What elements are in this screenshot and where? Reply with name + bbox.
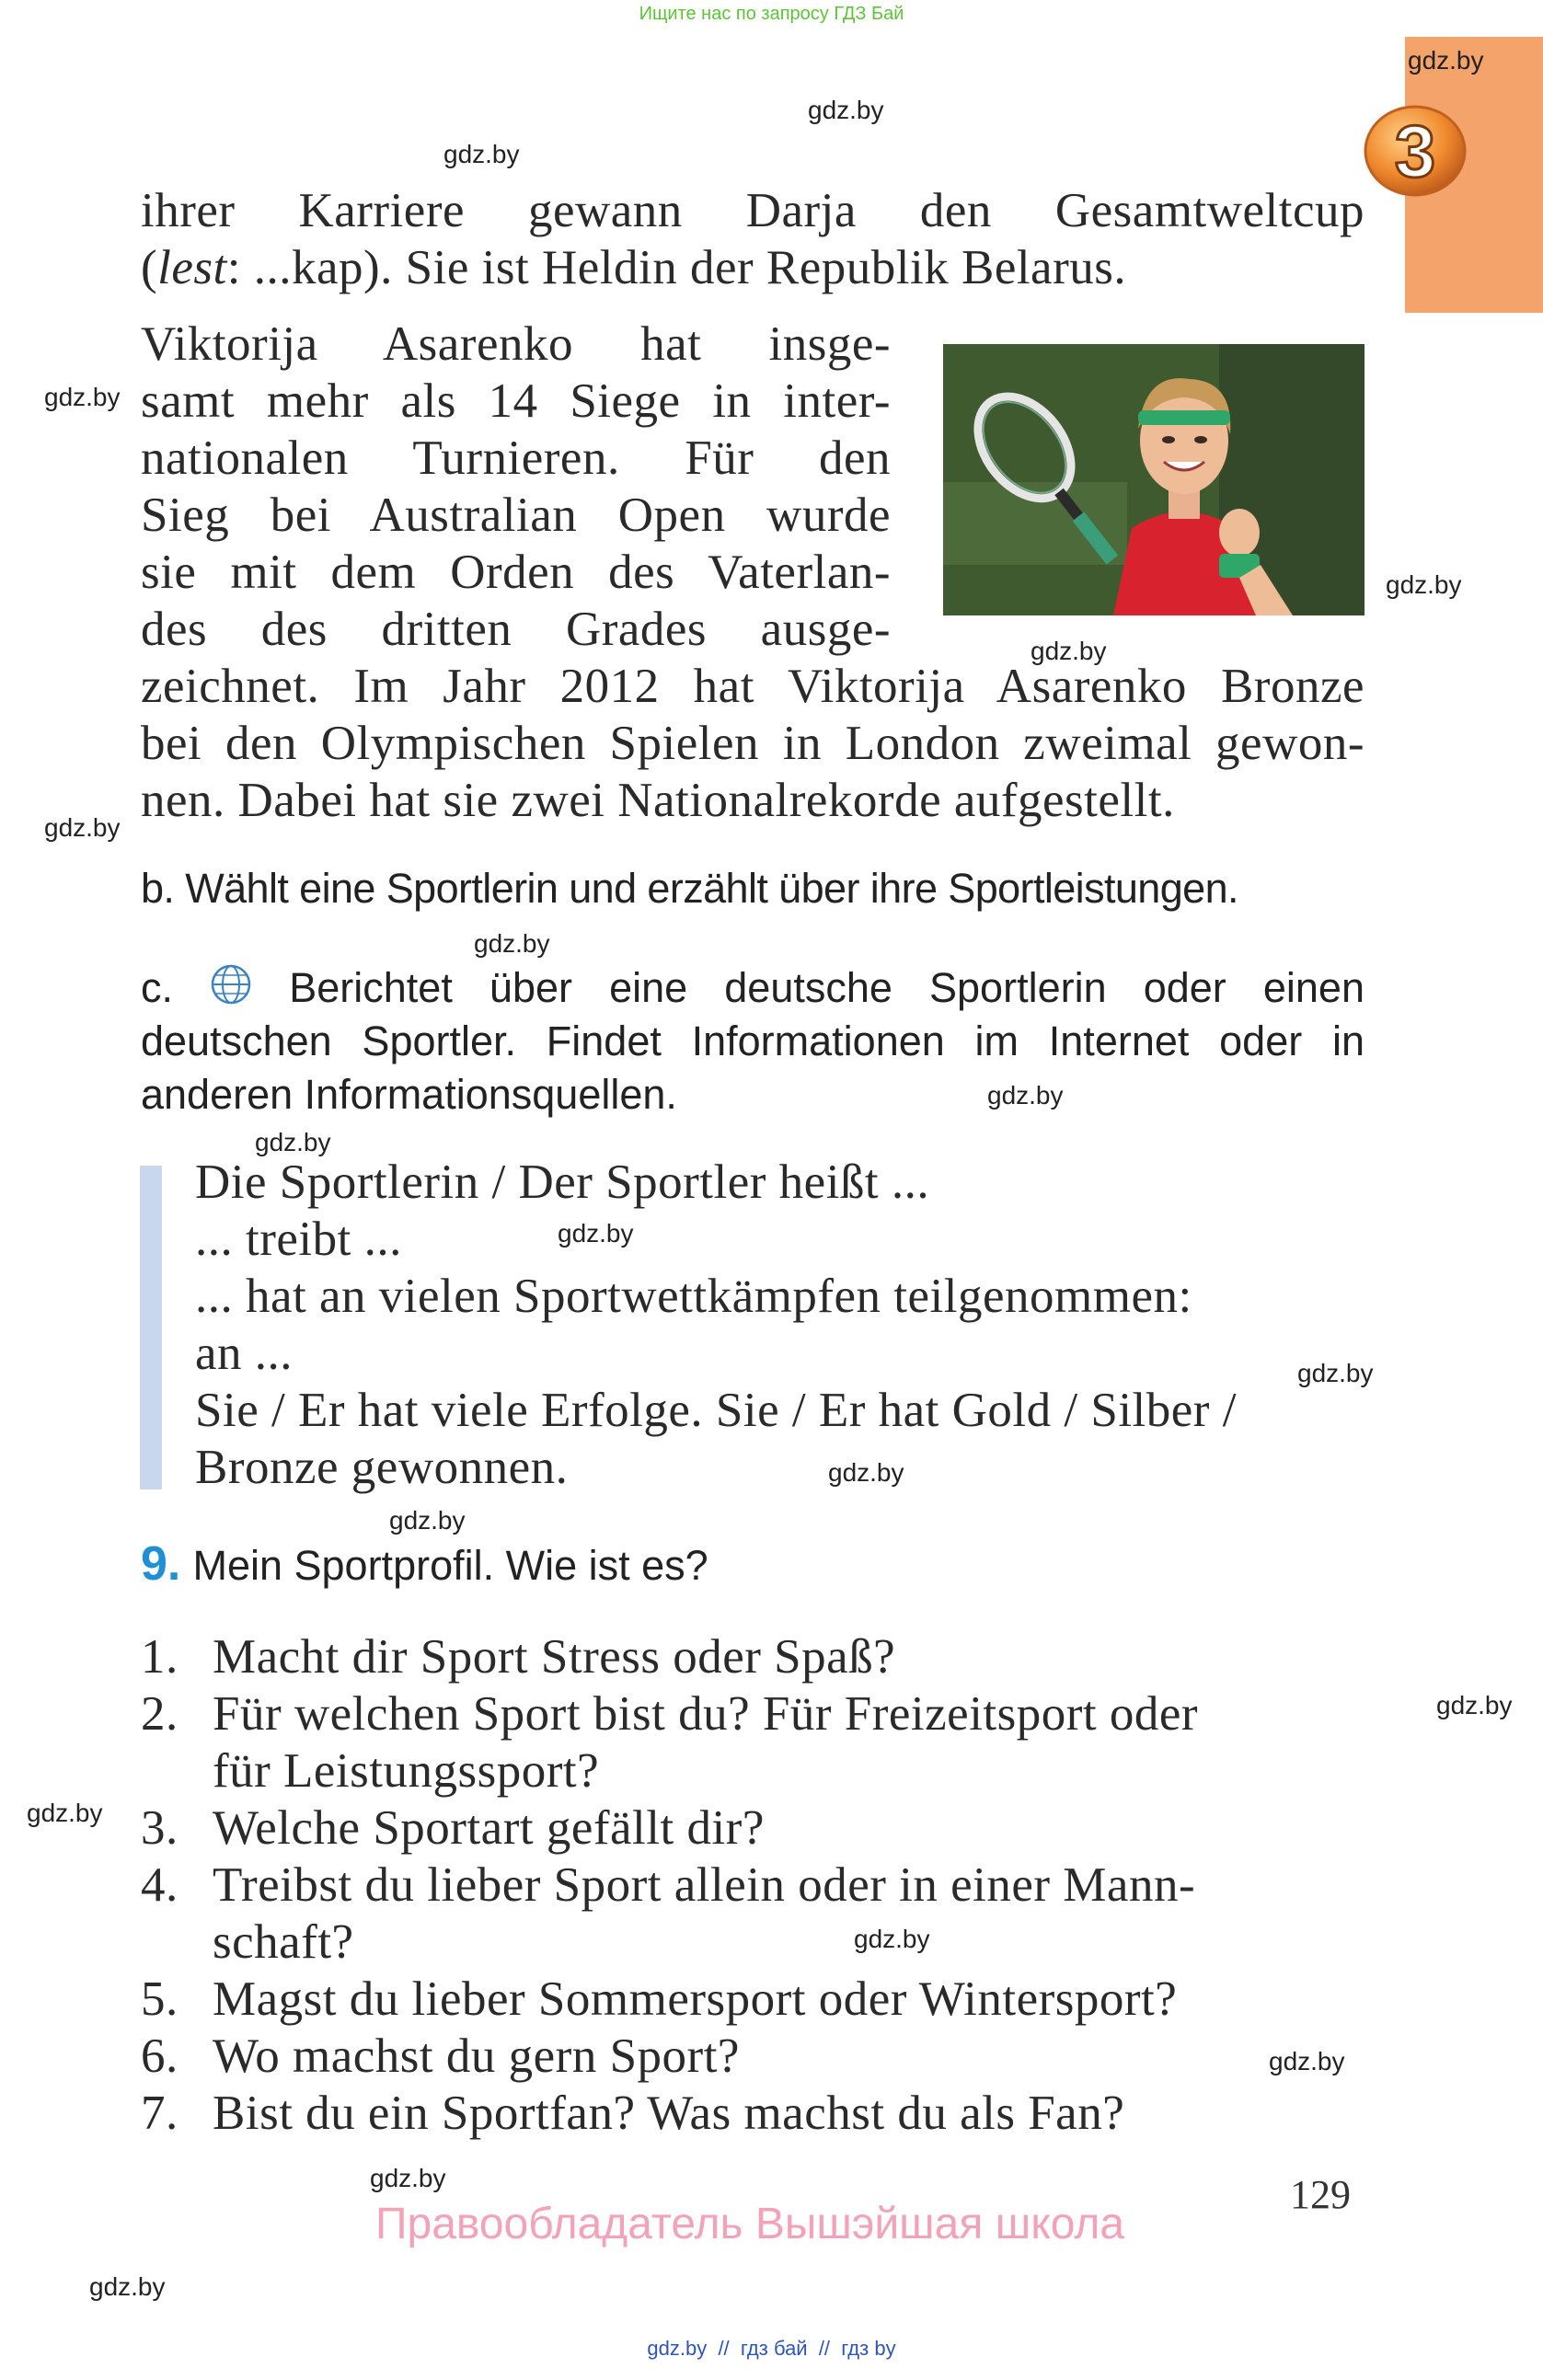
paragraph-darja bbox=[141, 182, 1365, 296]
watermark: gdz.by bbox=[27, 1799, 103, 1827]
list-item: 4. Treibst du lieber Sport allein oder in einer Mann- schaft? bbox=[141, 1858, 1196, 1969]
tennis-player-photo bbox=[943, 344, 1365, 615]
watermark: gdz.by bbox=[89, 2272, 166, 2301]
text-line: Sieg bei Australian Open wurde bbox=[141, 489, 891, 542]
globe-icon bbox=[210, 963, 252, 1006]
text-line: sie mit dem Orden des Vaterlan- bbox=[141, 546, 891, 599]
hint-box bbox=[195, 1154, 1373, 1496]
photo-illustration bbox=[943, 344, 1365, 615]
chapter-badge-graphic bbox=[1360, 98, 1470, 199]
text-line: deutschen Sportler. Findet Informationen im Internet oder in bbox=[141, 1018, 1365, 1064]
text-line: anderen Informationsquellen. bbox=[141, 1071, 677, 1118]
task-9-heading bbox=[141, 1536, 708, 1592]
text-line: (lest: ...kap). Sie ist Heldin der Republik Belarus. bbox=[141, 241, 1127, 294]
watermark: gdz.by bbox=[1269, 2047, 1345, 2075]
watermark: gdz.by bbox=[558, 1219, 634, 1247]
watermark: gdz.by bbox=[1297, 1359, 1374, 1387]
task-b: b. Wählt eine Sportlerin und erzählt über ihre Sportleistungen. bbox=[141, 865, 1238, 912]
watermark: gdz.by bbox=[1386, 570, 1462, 599]
watermark: gdz.by bbox=[808, 96, 884, 124]
list-item: 2. Für welchen Sport bist du? Für Freizeitsport oder für Leistungssport? bbox=[141, 1687, 1199, 1798]
chapter-number: 3 bbox=[1394, 110, 1436, 192]
task-c-prefix: c. bbox=[141, 964, 174, 1011]
task-c bbox=[141, 961, 1365, 1121]
task-number: 9. bbox=[141, 1537, 181, 1591]
paragraph-asarenko-bottom bbox=[141, 658, 1365, 829]
watermark: gdz.by bbox=[1031, 637, 1107, 665]
watermark: gdz.by bbox=[854, 1925, 930, 1953]
italic-word: lest bbox=[157, 241, 227, 294]
text-line: des des dritten Grades ausge- bbox=[141, 603, 891, 656]
page-number: 129 bbox=[1290, 2172, 1351, 2217]
hint-line: ... hat an vielen Sportwettkämpfen teilgenommen: bbox=[195, 1270, 1192, 1323]
list-item: 1. Macht dir Sport Stress oder Spaß? bbox=[141, 1630, 896, 1684]
top-search-note: Ищите нас по запросу ГДЗ Бай bbox=[639, 4, 904, 24]
text-line: nen. Dabei hat sie zwei Nationalrekorde aufgestellt. bbox=[141, 774, 1175, 827]
paragraph-asarenko-top bbox=[141, 316, 891, 658]
rights-holder: Правообладатель Вышэйшая школа bbox=[375, 2200, 1125, 2248]
chapter-badge bbox=[1360, 98, 1470, 199]
text-line: Viktorija Asarenko hat insge- bbox=[141, 317, 891, 371]
hint-line: Sie / Er hat viele Erfolge. Sie / Er hat Gold / Silber / bbox=[195, 1384, 1237, 1437]
watermark: gdz.by bbox=[255, 1128, 331, 1156]
watermark: gdz.by bbox=[44, 383, 121, 411]
task-title: Mein Sportprofil. Wie ist es? bbox=[192, 1542, 708, 1589]
text-line: c. Berichtet über eine deutsche Sportlerin oder einen bbox=[141, 964, 1365, 1011]
text-line: samt mehr als 14 Siege in inter- bbox=[141, 374, 891, 428]
watermark: gdz.by bbox=[1436, 1691, 1513, 1719]
questions-list bbox=[141, 1628, 1365, 2142]
text-line: bei den Olympischen Spielen in London zweimal gewon- bbox=[141, 717, 1365, 770]
hint-line: ... treibt ... bbox=[195, 1213, 402, 1266]
list-item: 5. Magst du lieber Sommersport oder Wintersport? bbox=[141, 1972, 1178, 2026]
text-line: nationalen Turnieren. Für den bbox=[141, 431, 891, 485]
text-line: zeichnet. Im Jahr 2012 hat Viktorija Asarenko Bronze bbox=[141, 660, 1365, 713]
watermark: gdz.by bbox=[44, 813, 121, 842]
hint-line: an ... bbox=[195, 1327, 294, 1380]
watermark: gdz.by bbox=[474, 929, 550, 958]
list-item: 3. Welche Sportart gefällt dir? bbox=[141, 1801, 765, 1855]
watermark: gdz.by bbox=[987, 1081, 1064, 1110]
watermark: gdz.by bbox=[828, 1458, 904, 1487]
text-line: ihrer Karriere gewann Darja den Gesamtweltcup bbox=[141, 184, 1365, 237]
hint-line: Bronze gewonnen. bbox=[195, 1441, 569, 1494]
watermark: gdz.by bbox=[443, 140, 520, 168]
watermark: gdz.by bbox=[1408, 46, 1484, 75]
hint-bar bbox=[140, 1166, 162, 1489]
watermark: gdz.by bbox=[389, 1506, 466, 1535]
hint-line: Die Sportlerin / Der Sportler heißt ... bbox=[195, 1156, 930, 1209]
footer-links[interactable]: gdz.by // гдз бай // гдз by bbox=[647, 2337, 896, 2360]
watermark: gdz.by bbox=[370, 2164, 446, 2192]
list-item: 7. Bist du ein Sportfan? Was machst du als Fan? bbox=[141, 2087, 1125, 2140]
list-item: 6. Wo machst du gern Sport? bbox=[141, 2029, 740, 2083]
